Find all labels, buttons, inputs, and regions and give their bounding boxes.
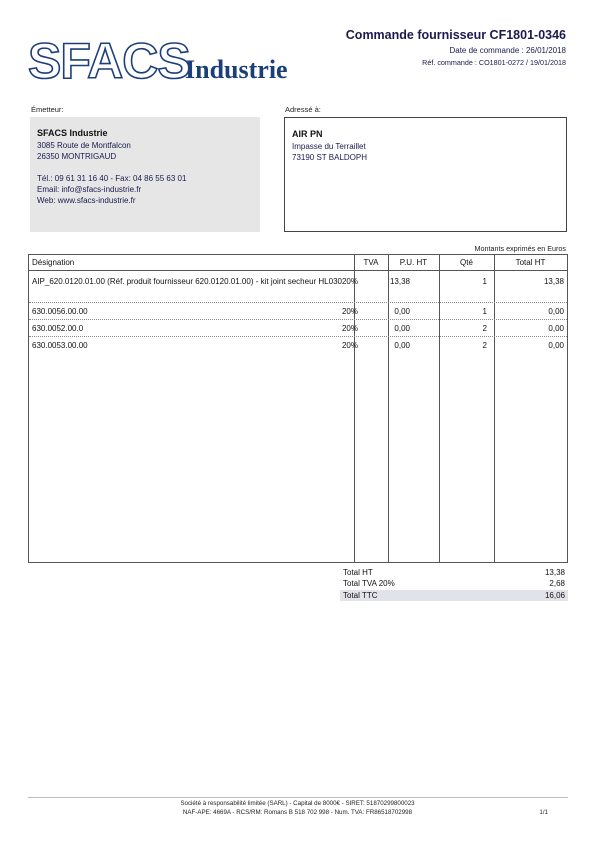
order-reference: Réf. commande : CO1801-0272 / 19/01/2018	[422, 58, 566, 67]
total-tva-row	[340, 578, 568, 589]
row-tva: 20%	[341, 307, 358, 316]
row-designation: 630.0056.00.00	[32, 307, 88, 316]
sender-address2: 26350 MONTRIGAUD	[37, 152, 117, 161]
row-unit-price: 13,38	[389, 277, 410, 286]
total-ht-row	[340, 567, 568, 578]
footer-legal-line2: NAF-APE: 4669A - RCS/RM: Romans B 518 702 998 - Num. TVA: FR86518702998	[182, 809, 413, 816]
sender-name: SFACS Industrie	[37, 128, 108, 138]
sender-box	[30, 117, 260, 232]
svg-text:Industrie: Industrie	[185, 55, 288, 84]
row-unit-price: 0,00	[394, 324, 410, 333]
row-designation: AIP_620.0120.01.00 (Réf. produit fournisseur 620.0120.01.00) - kit joint secheur HL030	[32, 277, 342, 286]
row-tva: 20%	[341, 341, 358, 350]
recipient-name: AIR PN	[292, 129, 323, 139]
row-quantity: 2	[482, 324, 487, 333]
footer-divider	[28, 797, 568, 798]
table-row	[29, 303, 567, 320]
row-total: 0,00	[548, 307, 564, 316]
header-designation: Désignation	[32, 258, 75, 267]
total-ttc-row	[340, 590, 568, 601]
row-designation: 630.0053.00.00	[32, 341, 88, 350]
page-number: 1/1	[539, 809, 548, 816]
table-row	[29, 272, 567, 303]
total-tva-value: 2,68	[549, 579, 565, 588]
sender-email: Email: info@sfacs-industrie.fr	[37, 185, 142, 194]
table-row	[29, 320, 567, 337]
items-table	[28, 254, 568, 563]
row-quantity: 2	[482, 341, 487, 350]
row-tva: 20%	[341, 277, 358, 286]
row-total: 0,00	[548, 341, 564, 350]
row-designation: 630.0052.00.0	[32, 324, 84, 333]
sender-address1: 3085 Route de Montfalcon	[37, 141, 131, 150]
row-total: 0,00	[548, 324, 564, 333]
header-total: Total HT	[515, 258, 546, 267]
total-ttc-label: Total TTC	[343, 591, 378, 600]
recipient-label: Adressé à:	[285, 105, 321, 114]
company-logo	[28, 34, 318, 86]
sender-web: Web: www.sfacs-industrie.fr	[37, 196, 136, 205]
total-ht-value: 13,38	[544, 568, 565, 577]
total-tva-label: Total TVA 20%	[343, 579, 395, 588]
table-row	[29, 337, 567, 354]
row-unit-price: 0,00	[394, 341, 410, 350]
sender-phone: Tél.: 09 61 31 16 40 - Fax: 04 86 55 63 01	[37, 174, 187, 183]
currency-note: Montants exprimés en Euros	[474, 244, 566, 253]
recipient-box	[284, 117, 567, 232]
row-unit-price: 0,00	[394, 307, 410, 316]
row-quantity: 1	[482, 277, 487, 286]
document-title: Commande fournisseur CF1801-0346	[345, 28, 566, 42]
total-ht-label: Total HT	[343, 568, 373, 577]
sender-label: Émetteur:	[31, 105, 64, 114]
row-quantity: 1	[482, 307, 487, 316]
footer-legal-line1: Société à responsabilité limitée (SARL) - Capital de 8000€ - SIRET: 51870299800023	[180, 800, 415, 807]
table-header	[29, 255, 567, 271]
recipient-address2: 73190 ST BALDOPH	[292, 153, 368, 162]
header-unit-price: P.U. HT	[399, 258, 428, 267]
row-tva: 20%	[341, 324, 358, 333]
total-ttc-value: 16,06	[544, 591, 565, 600]
recipient-address1: Impasse du Terraillet	[292, 142, 366, 151]
row-total: 13,38	[543, 277, 564, 286]
header-quantity: Qté	[460, 258, 473, 267]
svg-text:SFACS: SFACS	[28, 34, 190, 86]
order-date: Date de commande : 26/01/2018	[449, 46, 566, 55]
header-tva: TVA	[363, 258, 379, 267]
